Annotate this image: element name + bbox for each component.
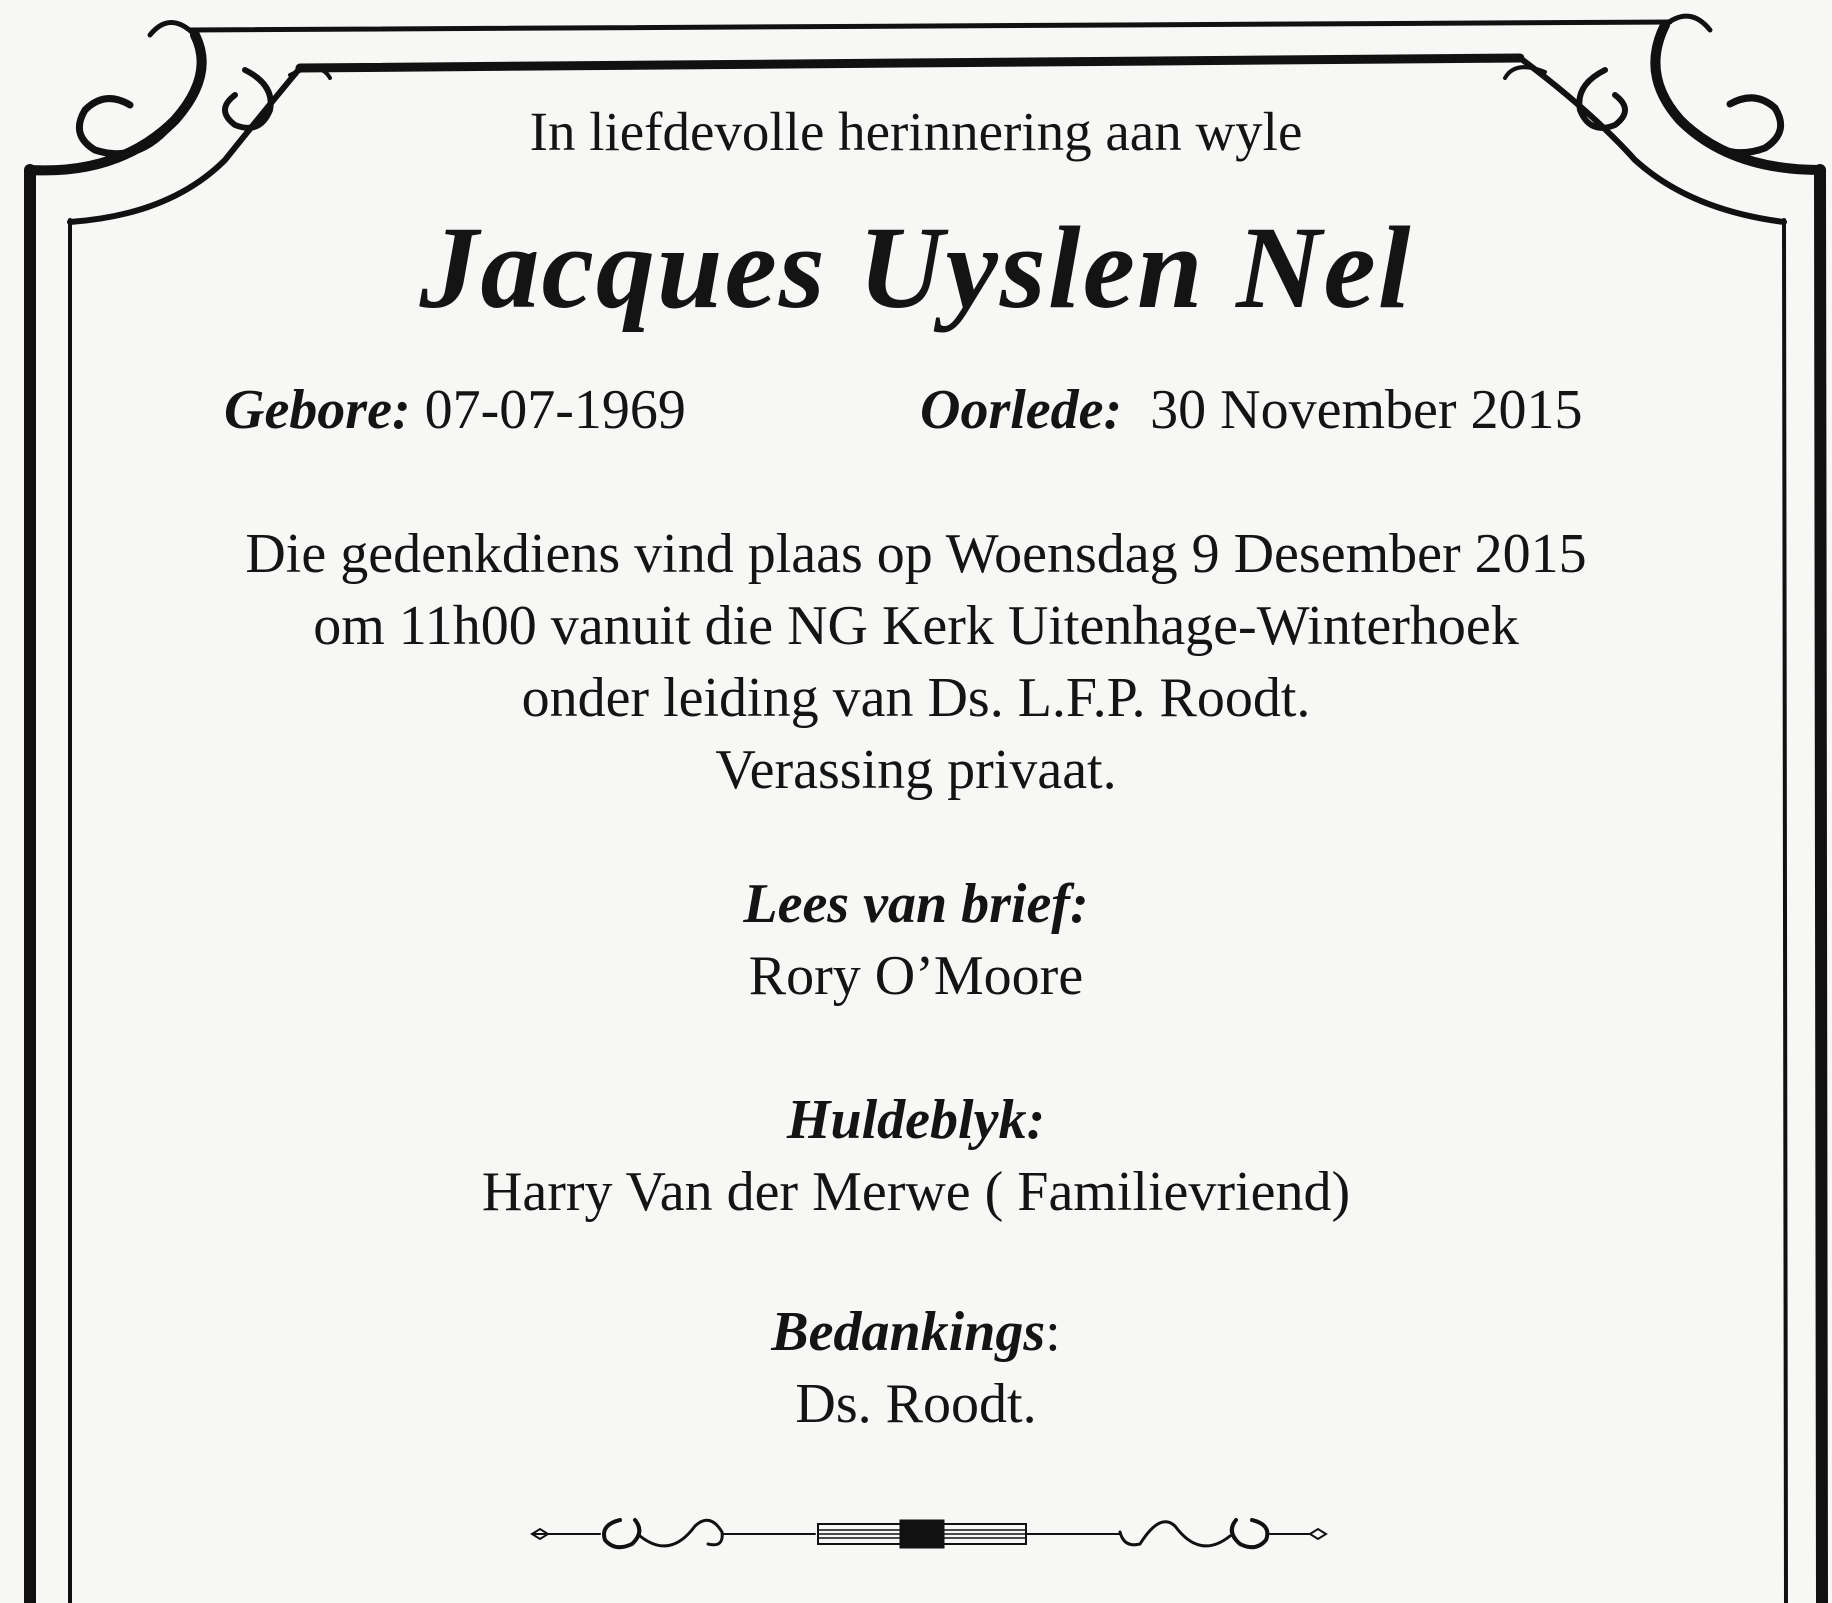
reading-value: Rory O’Moore — [748, 945, 1084, 1007]
service-line: Die gedenkdiens vind plaas op Woensdag 9 Desember 2015 — [245, 523, 1587, 585]
divider-ornament-icon — [532, 1520, 1326, 1548]
died-label: Oorlede: — [920, 379, 1123, 441]
reading-label: Lees van brief: — [743, 873, 1089, 935]
intro-text: In liefdevolle herinnering aan wyle — [529, 101, 1303, 162]
deceased-name: Jacques Uyslen Nel — [419, 202, 1413, 333]
service-line: onder leiding van Ds. L.F.P. Roodt. — [521, 667, 1311, 729]
thanks-label: Bedankings — [771, 1301, 1046, 1363]
service-details — [0, 518, 1832, 806]
service-line: Verassing privaat. — [715, 739, 1117, 801]
thanks-colon: : — [1045, 1301, 1061, 1363]
born-value: 07-07-1969 — [424, 379, 686, 441]
died-value: 30 November 2015 — [1150, 379, 1583, 441]
tribute-label: Huldeblyk: — [786, 1089, 1046, 1151]
service-line: om 11h00 vanuit die NG Kerk Uitenhage-Winterhoek — [313, 595, 1519, 657]
thanks-heading — [0, 1300, 1832, 1364]
thanks-value: Ds. Roodt. — [795, 1373, 1037, 1435]
died-date — [920, 378, 1583, 442]
born-label: Gebore: — [224, 379, 411, 441]
tribute-value: Harry Van der Merwe ( Familievriend) — [481, 1161, 1351, 1223]
born-date — [224, 378, 686, 442]
